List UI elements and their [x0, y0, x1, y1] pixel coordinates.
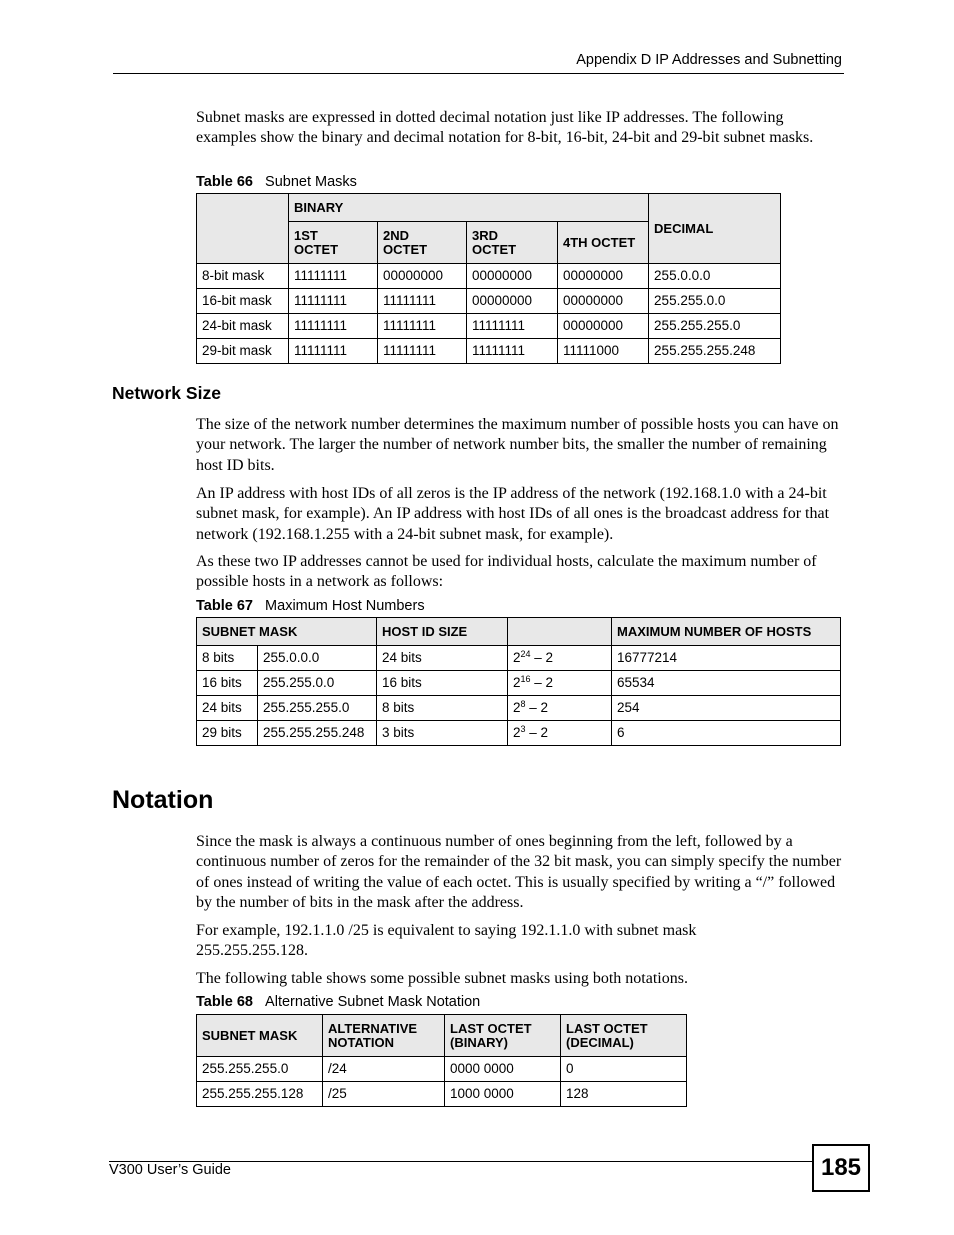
table-cell: 16 bits [197, 671, 258, 696]
running-header: Appendix D IP Addresses and Subnetting [576, 52, 842, 68]
table-cell: 11111000 [558, 339, 649, 364]
table-cell: 1000 0000 [445, 1082, 561, 1107]
table-cell: 65534 [612, 671, 841, 696]
table-cell: 11111111 [378, 314, 467, 339]
notation-paragraph-2: For example, 192.1.1.0 /25 is equivalent to saying 192.1.1.0 with subnet mask 255.255.255.128. [196, 922, 697, 960]
formula-minus: – 2 [530, 675, 554, 690]
footer-guide-title: V300 User’s Guide [109, 1162, 231, 1178]
table-cell: 11111111 [289, 289, 378, 314]
notation-paragraph-1: Since the mask is always a continuous number of ones beginning from the left, followed by a continuous number of zeros for the remainder of the 32 bit mask, you can simply specify the number of ones instead of writing the value of each octet. This is usually specified by writing a “/” followed by the number of bits in the mask after the address. [196, 833, 842, 912]
notation-heading: Notation [112, 786, 214, 814]
table67-header-subnet-mask: SUBNET MASK [197, 618, 377, 646]
formula-cell [508, 696, 612, 721]
table67-caption-label: Table 67 [196, 598, 253, 614]
table-cell: /25 [323, 1082, 445, 1107]
network-size-heading: Network Size [112, 383, 221, 403]
table66-caption-title: Subnet Masks [265, 174, 357, 190]
table-cell: 255.0.0.0 [258, 646, 377, 671]
table68-header: LAST OCTET (BINARY) [445, 1015, 561, 1057]
table-cell: 255.0.0.0 [649, 264, 781, 289]
table66-corner [197, 194, 289, 264]
table-row [197, 1082, 687, 1107]
table66-octet-header: 3RD OCTET [467, 222, 558, 264]
table-cell: 255.255.255.248 [258, 721, 377, 746]
formula-exponent: 24 [520, 649, 531, 659]
formula-cell [508, 721, 612, 746]
table66-octet-header: 4TH OCTET [558, 222, 649, 264]
table67-header-formula [508, 618, 612, 646]
table68-header: LAST OCTET (DECIMAL) [561, 1015, 687, 1057]
formula-exponent: 8 [520, 699, 526, 709]
table-cell: 3 bits [377, 721, 508, 746]
table-cell: 255.255.255.0 [649, 314, 781, 339]
table-cell: 00000000 [467, 289, 558, 314]
page-number: 185 [812, 1144, 870, 1192]
table-row [197, 314, 781, 339]
formula-exponent: 16 [520, 674, 531, 684]
table-cell: 255.255.255.0 [258, 696, 377, 721]
formula-cell [508, 671, 612, 696]
table-row [197, 721, 841, 746]
table67-caption [196, 598, 425, 614]
table68-header: ALTERNATIVE NOTATION [323, 1015, 445, 1057]
notation-paragraph-3: The following table shows some possible subnet masks using both notations. [196, 970, 688, 987]
table-cell: 00000000 [558, 314, 649, 339]
table-cell: 16-bit mask [197, 289, 289, 314]
table66-octet-header: 2ND OCTET [378, 222, 467, 264]
table-cell: 255.255.255.128 [197, 1082, 323, 1107]
table-cell: 6 [612, 721, 841, 746]
table-cell: 00000000 [558, 264, 649, 289]
table-cell: 24 bits [377, 646, 508, 671]
table-cell: 11111111 [378, 289, 467, 314]
table-cell: 24 bits [197, 696, 258, 721]
table-cell: 0 [561, 1057, 687, 1082]
table-row [197, 696, 841, 721]
network-size-paragraph-2: An IP address with host IDs of all zeros is the IP address of the network (192.168.1.0 with a 24-bit subnet mask, for example). An IP address with host IDs of all ones is the broadcast address for that network (192.168.1.255 with a 24-bit subnet mask, for example). [196, 485, 830, 543]
table66-octet-header: 1ST OCTET [289, 222, 378, 264]
intro-paragraph: Subnet masks are expressed in dotted decimal notation just like IP addresses. The following examples show the binary and decimal notation for 8-bit, 16-bit, 24-bit and 29-bit subnet masks. [196, 109, 814, 147]
table68 [196, 1014, 687, 1107]
table68-caption-label: Table 68 [196, 994, 253, 1010]
table-cell: 00000000 [378, 264, 467, 289]
table67 [196, 617, 841, 746]
table-cell: /24 [323, 1057, 445, 1082]
table-cell: 0000 0000 [445, 1057, 561, 1082]
table-cell: 255.255.0.0 [258, 671, 377, 696]
table-cell: 11111111 [289, 314, 378, 339]
formula-minus: – 2 [525, 700, 549, 715]
table-cell: 8 bits [377, 696, 508, 721]
table-cell: 11111111 [289, 339, 378, 364]
table66-header-binary: BINARY [289, 194, 649, 222]
formula-minus: – 2 [525, 725, 549, 740]
table-cell: 16777214 [612, 646, 841, 671]
table68-caption [196, 994, 480, 1010]
formula-base: 2 [513, 650, 521, 665]
formula-base: 2 [513, 700, 521, 715]
formula-cell [508, 646, 612, 671]
table-row [197, 289, 781, 314]
table-row [197, 671, 841, 696]
table66-caption-label: Table 66 [196, 174, 253, 190]
formula-minus: – 2 [530, 650, 554, 665]
table-cell: 11111111 [378, 339, 467, 364]
table66 [196, 193, 781, 364]
table-cell: 255.255.255.248 [649, 339, 781, 364]
network-size-paragraph-1: The size of the network number determines the maximum number of possible hosts you can have on your network. The larger the number of network number bits, the smaller the number of remaining host ID bits. [196, 416, 839, 474]
formula-base: 2 [513, 675, 521, 690]
table-row [197, 264, 781, 289]
table-cell: 255.255.0.0 [649, 289, 781, 314]
table-cell: 11111111 [289, 264, 378, 289]
formula-exponent: 3 [520, 724, 526, 734]
table-row [197, 339, 781, 364]
table66-caption [196, 174, 357, 190]
table-row [197, 1057, 687, 1082]
table68-header: SUBNET MASK [197, 1015, 323, 1057]
table-cell: 00000000 [558, 289, 649, 314]
table-cell: 8-bit mask [197, 264, 289, 289]
table-cell: 8 bits [197, 646, 258, 671]
table67-header-host-id-size: HOST ID SIZE [377, 618, 508, 646]
network-size-paragraph-3: As these two IP addresses cannot be used for individual hosts, calculate the maximum number of possible hosts in a network as follows: [196, 553, 817, 591]
formula-base: 2 [513, 725, 521, 740]
table-cell: 29 bits [197, 721, 258, 746]
table-cell: 29-bit mask [197, 339, 289, 364]
table67-caption-title: Maximum Host Numbers [265, 598, 425, 614]
table-cell: 00000000 [467, 264, 558, 289]
table67-header-max-hosts: MAXIMUM NUMBER OF HOSTS [612, 618, 841, 646]
table-cell: 11111111 [467, 339, 558, 364]
table-cell: 24-bit mask [197, 314, 289, 339]
table-cell: 254 [612, 696, 841, 721]
table-cell: 255.255.255.0 [197, 1057, 323, 1082]
table-row [197, 646, 841, 671]
table68-caption-title: Alternative Subnet Mask Notation [265, 994, 481, 1010]
table66-header-decimal: DECIMAL [649, 194, 781, 264]
table-cell: 16 bits [377, 671, 508, 696]
table-cell: 128 [561, 1082, 687, 1107]
header-rule [113, 73, 844, 74]
table-cell: 11111111 [467, 314, 558, 339]
